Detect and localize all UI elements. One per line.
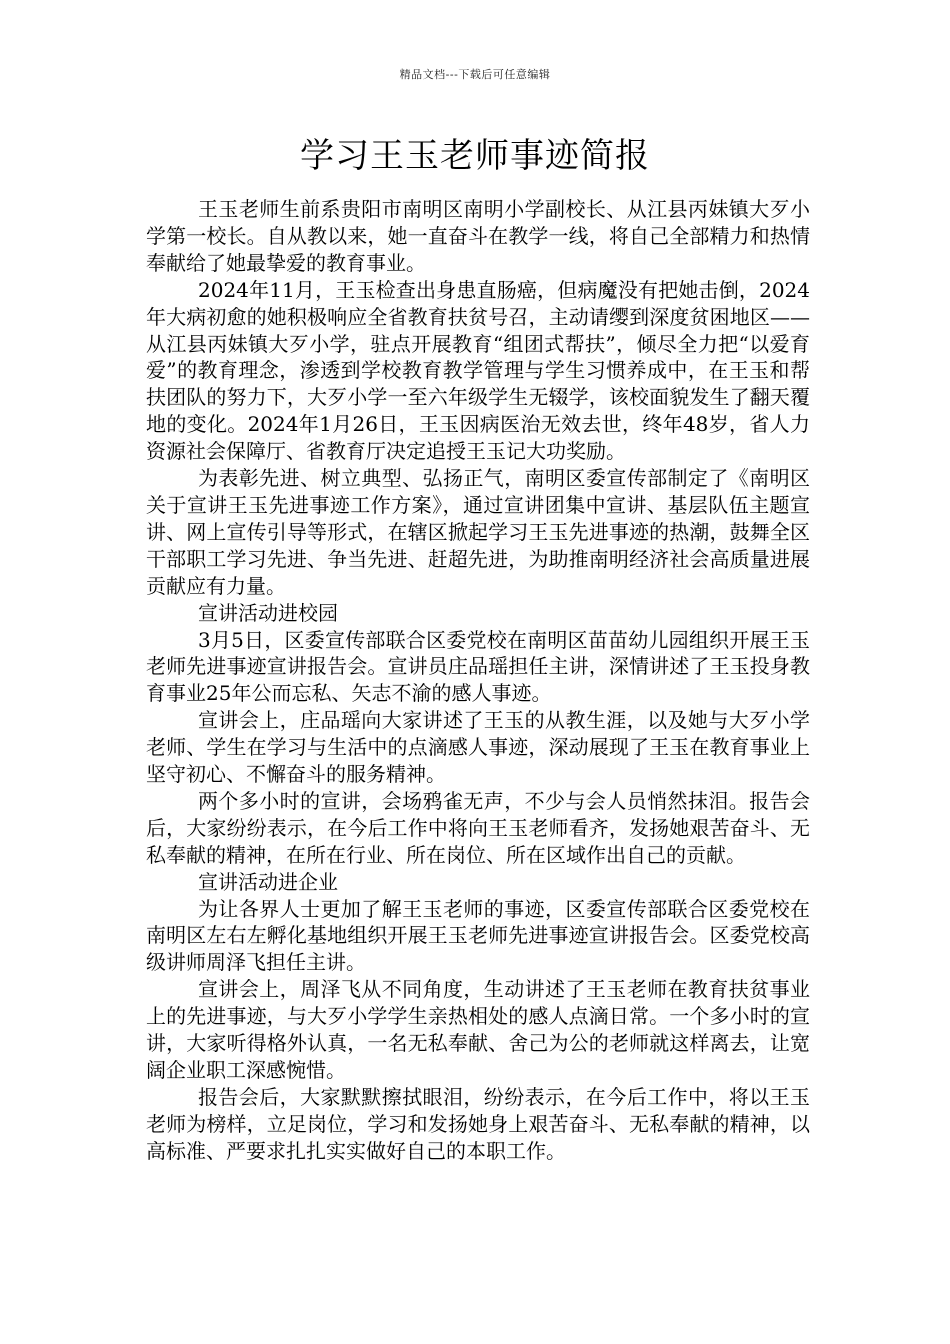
- paragraph-school-event: 3月5日，区委宣传部联合区委党校在南明区苗苗幼儿园组织开展王玉老师先进事迹宣讲报告会。宣讲员庄品瑶担任主讲，深情讲述了王玉投身教育事业25年公而忘私、矢志不渝的感人事迹。: [146, 627, 810, 706]
- paragraph-school-response: 两个多小时的宣讲，会场鸦雀无声，不少与会人员悄然抹泪。报告会后，大家纷纷表示，在今后工作中将向王玉老师看齐，发扬她艰苦奋斗、无私奉献的精神，在所在行业、所在岗位、所在区域作出自己的贡献。: [146, 788, 810, 867]
- section-heading-school: 宣讲活动进校园: [198, 600, 338, 625]
- paragraph-illness: 2024年11月，王玉检查出身患直肠癌，但病魔没有把她击倒，2024年大病初愈的她积极响应全省教育扶贫号召，主动请缨到深度贫困地区——从江县丙妹镇大歹小学，驻点开展教育“组团式帮扶”，倾尽全力把“以爱育爱”的教育理念，渗透到学校教育教学管理与学生习惯养成中，在王玉和帮扶团队的努力下，大歹小学一至六年级学生无辍学，该校面貌发生了翻天覆地的变化。2024年1月26日，王玉因病医治无效去世，终年48岁，省人力资源社会保障厅、省教育厅决定追授王玉记大功奖励。: [146, 277, 810, 464]
- paragraph-intro: 王玉老师生前系贵阳市南明区南明小学副校长、从江县丙妹镇大歹小学第一校长。自从教以来，她一直奋斗在教学一线，将自己全部精力和热情奉献给了她最挚爱的教育事业。: [146, 197, 810, 275]
- paragraph-enterprise-response: 报告会后，大家默默擦拭眼泪，纷纷表示，在今后工作中，将以王玉老师为榜样，立足岗位，学习和发扬她身上艰苦奋斗、无私奉献的精神，以高标准、严要求扎扎实实做好自己的本职工作。: [146, 1084, 810, 1163]
- paragraph-enterprise-event: 为让各界人士更加了解王玉老师的事迹，区委宣传部联合区委党校在南明区左右左孵化基地组织开展王玉老师先进事迹宣讲报告会。区委党校高级讲师周泽飞担任主讲。: [146, 896, 810, 975]
- section-heading-enterprise: 宣讲活动进企业: [198, 869, 338, 894]
- header-note: 精品文档---下载后可任意编辑: [399, 68, 551, 81]
- paragraph-enterprise-speech: 宣讲会上，周泽飞从不同角度，生动讲述了王玉老师在教育扶贫事业上的先进事迹，与大歹小学学生亲热相处的感人点滴日常。一个多小时的宣讲，大家听得格外认真，一名无私奉献、舍己为公的老师就这样离去，让宽阔企业职工深感惋惜。: [146, 977, 810, 1082]
- paragraph-school-speech: 宣讲会上，庄品瑶向大家讲述了王玉的从教生涯，以及她与大歹小学老师、学生在学习与生活中的点滴感人事迹，深动展现了王玉在教育事业上坚守初心、不懈奋斗的服务精神。: [146, 708, 810, 787]
- document-body: [146, 196, 810, 1165]
- document-title: 学习王玉老师事迹简报: [300, 136, 650, 176]
- paragraph-campaign: 为表彰先进、树立典型、弘扬正气，南明区委宣传部制定了《南明区关于宣讲王玉先进事迹工作方案》，通过宣讲团集中宣讲、基层队伍主题宣讲、网上宣传引导等形式，在辖区掀起学习王玉先进事迹的热潮，鼓舞全区干部职工学习先进、争当先进、赶超先进，为助推南明经济社会高质量进展贡献应有力量。: [146, 466, 810, 598]
